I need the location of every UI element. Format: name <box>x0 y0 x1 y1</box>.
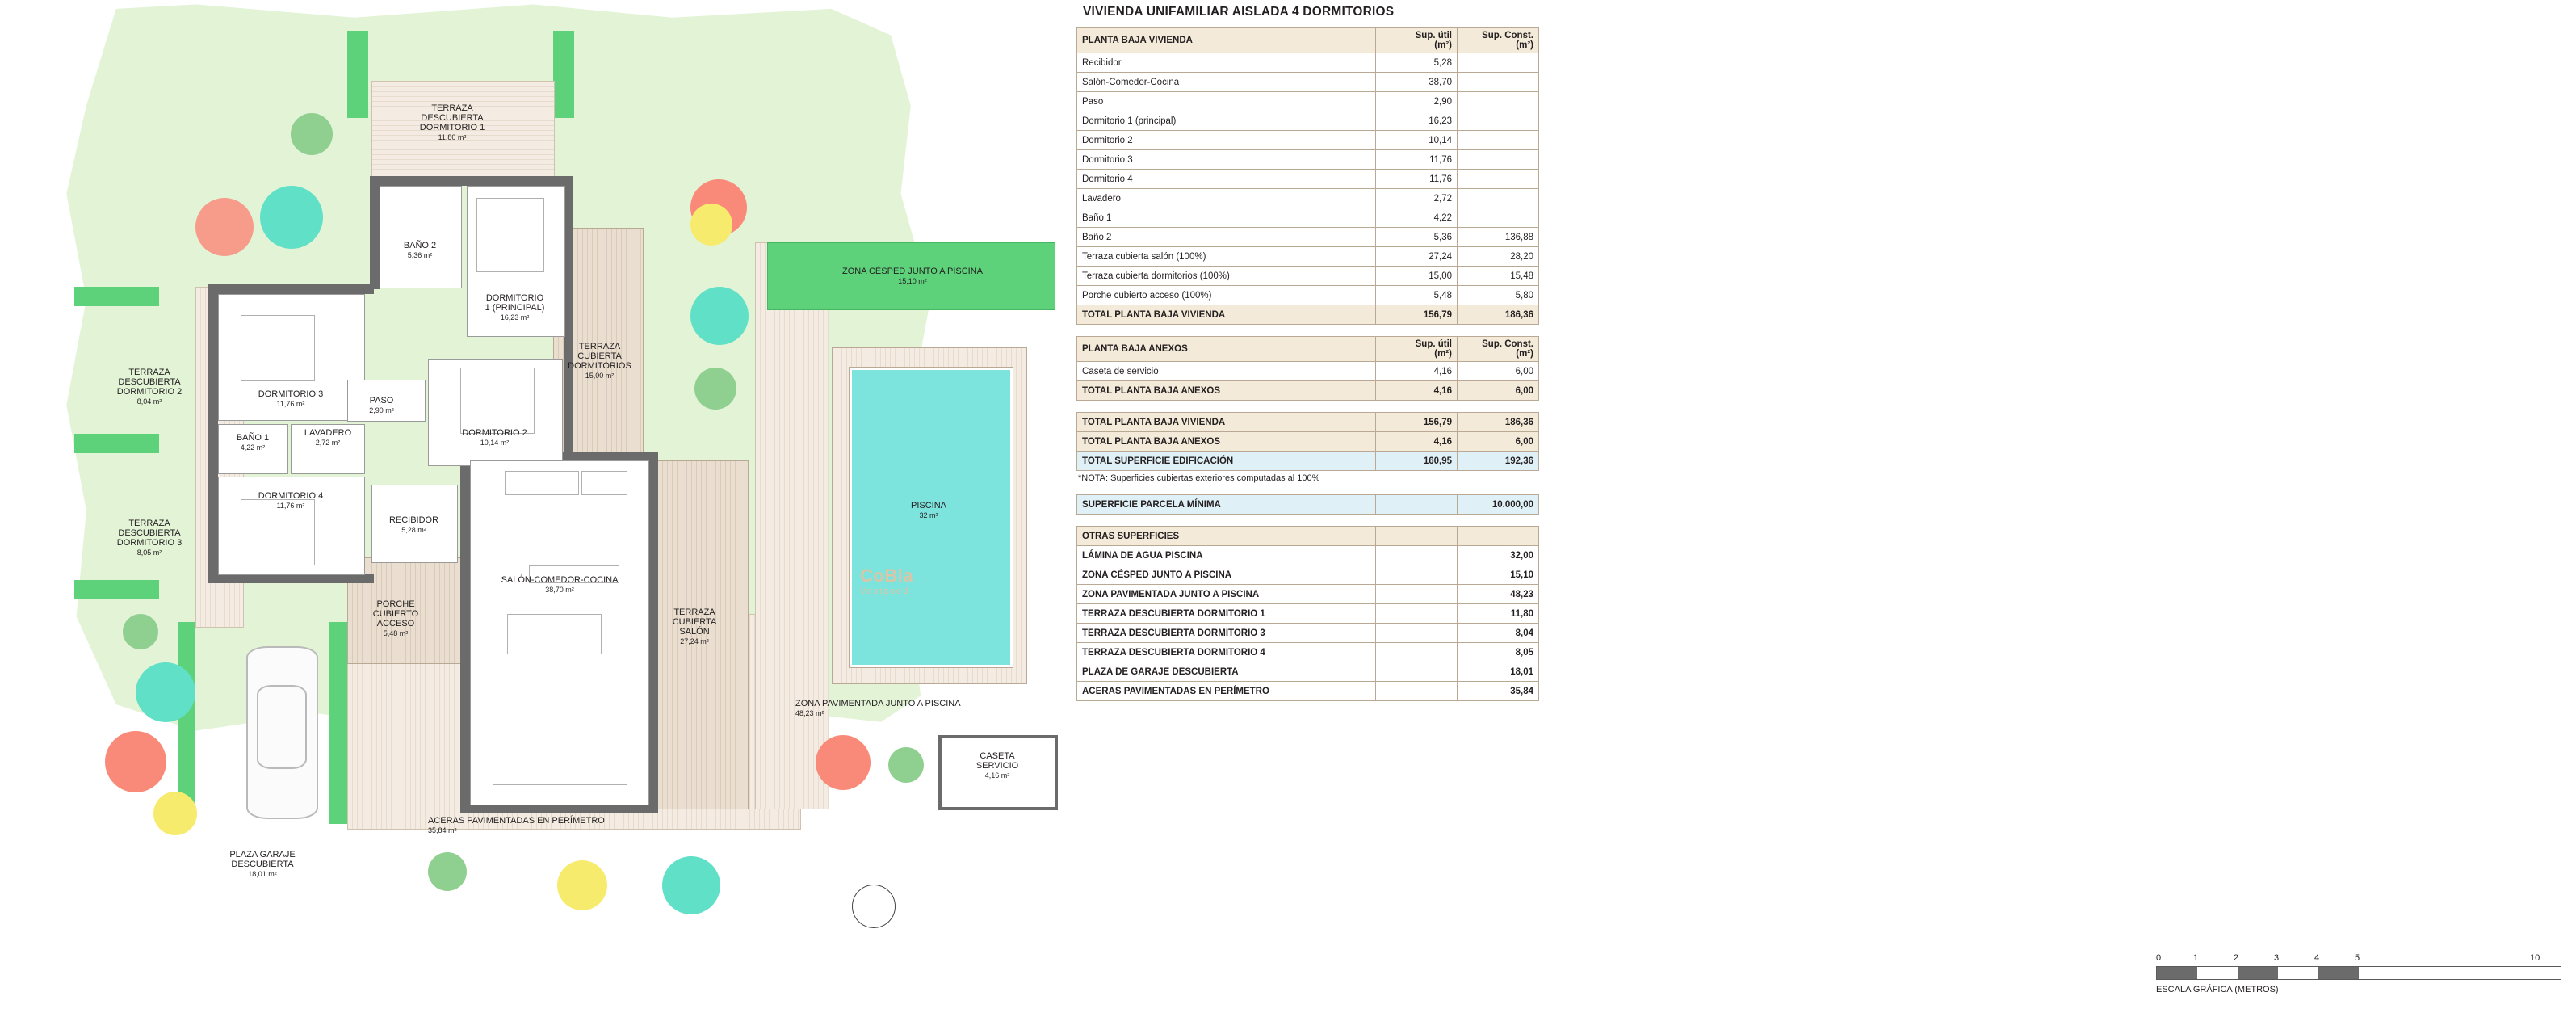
table-row: Caseta de servicio 4,16 6,00 <box>1077 362 1539 381</box>
tree-16 <box>888 747 924 783</box>
kitchen-counter <box>505 471 579 495</box>
label-terraza-cubierta-dormitorios: TERRAZA CUBIERTA DORMITORIOS 15,00 m² <box>568 342 631 380</box>
scale-caption: ESCALA GRÁFICA (METROS) <box>2156 985 2279 994</box>
sofa <box>493 691 627 785</box>
bed-dormitorio3 <box>241 315 315 381</box>
label-porche-cubierto-acceso: PORCHE CUBIERTO ACCESO 5,48 m² <box>372 599 419 637</box>
table-row: Paso 2,90 <box>1077 92 1539 111</box>
hedge-bar-left-3 <box>74 580 159 599</box>
table-row: Lavadero 2,72 <box>1077 189 1539 208</box>
tree-5 <box>690 287 749 345</box>
table-row: Baño 1 4,22 <box>1077 208 1539 228</box>
table-row: TERRAZA DESCUBIERTA DORMITORIO 4 8,05 <box>1077 643 1539 662</box>
header-sup-const-anexos: Sup. Const. (m²) <box>1458 337 1539 362</box>
spacer-4 <box>1076 515 1544 526</box>
tree-12 <box>428 852 467 891</box>
table-row: Terraza cubierta salón (100%) 27,24 28,20 <box>1077 247 1539 267</box>
scale-seg-4 <box>2278 967 2318 979</box>
table-row: TOTAL PLANTA BAJA VIVIENDA 156,79 186,36 <box>1077 413 1539 432</box>
tree-11 <box>153 792 197 835</box>
table-row: Dormitorio 3 11,76 <box>1077 150 1539 170</box>
label-paso: PASO 2,90 m² <box>369 396 394 414</box>
table-row: PLAZA DE GARAJE DESCUBIERTA 18,01 <box>1077 662 1539 682</box>
table-row: ZONA PAVIMENTADA JUNTO A PISCINA 48,23 <box>1077 585 1539 604</box>
table-header-row: OTRAS SUPERFICIES <box>1077 527 1539 546</box>
scale-seg-6 <box>2359 967 2561 979</box>
table-row: Baño 2 5,36 136,88 <box>1077 228 1539 247</box>
label-piscina: PISCINA 32 m² <box>910 501 946 519</box>
otras-spacer <box>1376 604 1458 624</box>
label-terraza-descubierta-dormitorio-2: TERRAZA DESCUBIERTA DORMITORIO 2 8,04 m² <box>116 368 183 406</box>
label-recibidor: RECIBIDOR 5,28 m² <box>388 515 439 534</box>
floor-plan-drawing <box>0 0 1066 1034</box>
otras-spacer <box>1376 585 1458 604</box>
room-bano2 <box>380 186 462 288</box>
tree-13 <box>557 860 607 910</box>
otras-spacer <box>1376 662 1458 682</box>
label-terraza-cubierta-salon: TERRAZA CUBIERTA SALÓN 27,24 m² <box>672 607 717 645</box>
label-bano-2: BAÑO 2 5,36 m² <box>403 241 437 259</box>
table-row: Dormitorio 4 11,76 <box>1077 170 1539 189</box>
kitchen-sink <box>581 471 627 495</box>
tree-1 <box>195 198 254 256</box>
scale-seg-1 <box>2157 967 2197 979</box>
spacer-3 <box>1076 483 1544 494</box>
table-totales <box>1076 412 1539 471</box>
header-sup-util: Sup. útil (m²) <box>1376 28 1458 53</box>
plot-area <box>24 0 1050 889</box>
tree-3 <box>291 113 333 155</box>
label-terraza-descubierta-dormitorio-3: TERRAZA DESCUBIERTA DORMITORIO 3 8,05 m² <box>116 519 183 557</box>
label-dormitorio-4: DORMITORIO 4 11,76 m² <box>258 491 324 510</box>
parcela-empty-cell <box>1376 495 1458 515</box>
scale-bar <box>2156 966 2561 980</box>
table-row: Porche cubierto acceso (100%) 5,48 5,80 <box>1077 286 1539 305</box>
label-dormitorio-3: DORMITORIO 3 11,76 m² <box>258 389 324 408</box>
label-salon-comedor-cocina: SALÓN-COMEDOR-COCINA 38,70 m² <box>501 575 619 594</box>
table-total-row-vivienda: TOTAL PLANTA BAJA VIVIENDA 156,79 186,36 <box>1077 305 1539 325</box>
hedge-bar-top-right <box>553 31 574 118</box>
table-row: Dormitorio 1 (principal) 16,23 <box>1077 111 1539 131</box>
house-wall-top <box>370 176 564 186</box>
label-dormitorio-2: DORMITORIO 2 10,14 m² <box>462 428 527 447</box>
otras-empty-1 <box>1376 527 1458 546</box>
header-sup-const: Sup. Const. (m²) <box>1458 28 1539 53</box>
hedge-bar-left-2 <box>74 434 159 453</box>
table-row-total-edificacion: TOTAL SUPERFICIE EDIFICACIÓN 160,95 192,36 <box>1077 452 1539 471</box>
house-wall-outline <box>370 176 380 289</box>
otras-spacer <box>1376 565 1458 585</box>
label-caseta-servicio: CASETA SERVICIO 4,16 m² <box>975 751 1019 780</box>
bed-dormitorio2 <box>460 368 535 434</box>
scale-tick-labels: 0 1 2 3 4 5 10 <box>2156 953 2540 963</box>
spacer-2 <box>1076 401 1544 412</box>
label-lavadero: LAVADERO 2,72 m² <box>304 428 352 447</box>
tree-9 <box>136 662 195 722</box>
table-row: TERRAZA DESCUBIERTA DORMITORIO 3 8,04 <box>1077 624 1539 643</box>
header-anexos: PLANTA BAJA ANEXOS <box>1077 337 1376 362</box>
otras-spacer <box>1376 643 1458 662</box>
label-zona-pavimentada-junto-piscina: ZONA PAVIMENTADA JUNTO A PISCINA 48,23 m² <box>795 699 961 717</box>
table-planta-baja-vivienda <box>1076 27 1539 325</box>
label-bano-1: BAÑO 1 4,22 m² <box>236 433 270 452</box>
label-terraza-descubierta-dormitorio-1: TERRAZA DESCUBIERTA DORMITORIO 1 11,80 m² <box>419 103 485 141</box>
scale-seg-5 <box>2318 967 2359 979</box>
otras-spacer <box>1376 682 1458 701</box>
table-row: SUPERFICIE PARCELA MÍNIMA 10.000,00 <box>1077 495 1539 515</box>
graphic-scale <box>2156 953 2576 994</box>
table-row: Dormitorio 2 10,14 <box>1077 131 1539 150</box>
tree-10 <box>105 731 166 792</box>
watermark-logo: CoBla Vastgoed <box>860 565 914 596</box>
spacer-1 <box>1076 325 1544 336</box>
tree-14 <box>662 856 720 914</box>
table-parcela-minima <box>1076 494 1539 515</box>
table-header-row <box>1077 28 1539 53</box>
house-wall-mid-vert <box>460 452 470 812</box>
tree-8 <box>123 614 158 649</box>
table-header-row <box>1077 337 1539 362</box>
dining-table <box>507 614 602 654</box>
scale-seg-3 <box>2238 967 2278 979</box>
header-vivienda: PLANTA BAJA VIVIENDA <box>1077 28 1376 53</box>
hedge-bar-left-1 <box>74 287 159 306</box>
table-row: Terraza cubierta dormitorios (100%) 15,00 15,48 <box>1077 267 1539 286</box>
table-row: LÁMINA DE AGUA PISCINA 32,00 <box>1077 546 1539 565</box>
car-roof <box>257 685 307 769</box>
label-aceras-pavimentadas: ACERAS PAVIMENTADAS EN PERÍMETRO 35,84 m² <box>428 816 605 834</box>
table-total-row-anexos: TOTAL PLANTA BAJA ANEXOS 4,16 6,00 <box>1077 381 1539 401</box>
page-title: VIVIENDA UNIFAMILIAR AISLADA 4 DORMITORIOS <box>1083 5 1395 19</box>
note-text: *NOTA: Superficies cubiertas exteriores computadas al 100% <box>1078 473 1320 483</box>
house-wall-left-top <box>208 284 374 294</box>
bed-dormitorio1 <box>476 198 544 272</box>
table-row: Recibidor 5,28 <box>1077 53 1539 73</box>
otras-spacer <box>1376 546 1458 565</box>
label-zona-cesped-junto-piscina: ZONA CÉSPED JUNTO A PISCINA 15,10 m² <box>841 267 983 285</box>
surface-schedule-panel <box>1070 0 2540 1034</box>
tree-6 <box>694 368 736 410</box>
scale-seg-2 <box>2197 967 2238 979</box>
tree-7 <box>690 204 732 246</box>
table-row: ZONA CÉSPED JUNTO A PISCINA 15,10 <box>1077 565 1539 585</box>
north-orientation-icon <box>852 885 896 928</box>
table-row: TERRAZA DESCUBIERTA DORMITORIO 1 11,80 <box>1077 604 1539 624</box>
table-planta-baja-anexos <box>1076 336 1539 401</box>
tree-15 <box>816 735 871 790</box>
tree-2 <box>260 186 323 249</box>
hedge-bar-top-left <box>347 31 368 118</box>
header-sup-util-anexos: Sup. útil (m²) <box>1376 337 1458 362</box>
table-row: TOTAL PLANTA BAJA ANEXOS 4,16 6,00 <box>1077 432 1539 452</box>
table-otras-superficies <box>1076 526 1539 701</box>
house-wall-left-upper <box>208 284 218 583</box>
hedge-bar-bottom-right <box>329 622 347 824</box>
table-row: Salón-Comedor-Cocina 38,70 <box>1077 73 1539 92</box>
otras-spacer <box>1376 624 1458 643</box>
label-plaza-garaje-descubierta: PLAZA GARAJE DESCUBIERTA 18,01 m² <box>229 850 296 878</box>
otras-empty-2 <box>1458 527 1539 546</box>
table-row: ACERAS PAVIMENTADAS EN PERÍMETRO 35,84 <box>1077 682 1539 701</box>
label-dormitorio-1: DORMITORIO 1 (PRINCIPAL) 16,23 m² <box>485 293 545 322</box>
paving-right-strip <box>755 242 829 809</box>
